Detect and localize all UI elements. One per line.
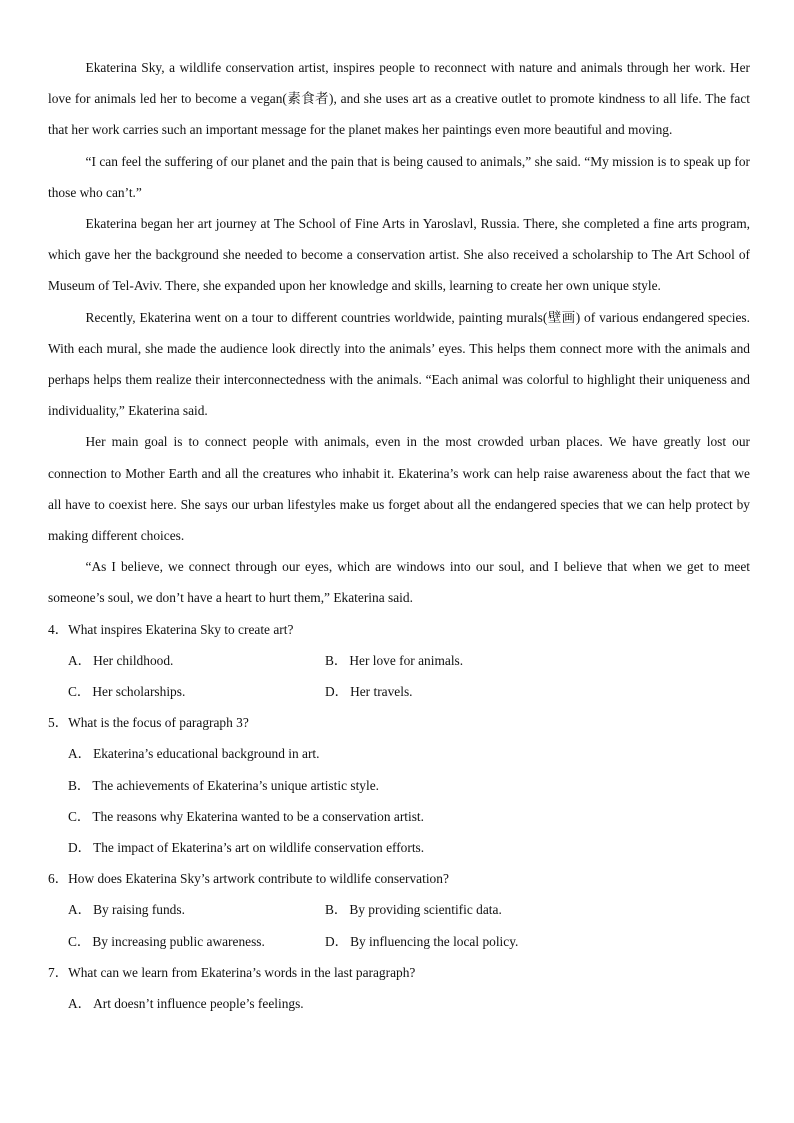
options-row: [68, 676, 750, 707]
options-group: [48, 988, 750, 1019]
option-letter: B．: [325, 652, 348, 668]
question-text: What is the focus of paragraph 3?: [68, 715, 249, 731]
option-a[interactable]: [68, 645, 325, 676]
option-text: The achievements of Ekaterina’s unique artistic style.: [92, 777, 380, 793]
option-letter: B．: [68, 777, 91, 793]
option-letter: C．: [68, 808, 91, 824]
option-text: Art doesn’t influence people’s feelings.: [93, 996, 304, 1012]
question-text: What inspires Ekaterina Sky to create art?: [68, 621, 294, 637]
question-number: 5．: [48, 715, 69, 731]
options-group: [48, 645, 750, 707]
question-stem: [48, 707, 750, 738]
option-text: The reasons why Ekaterina wanted to be a conservation artist.: [92, 808, 425, 824]
question-5: [48, 707, 750, 863]
options-row: [68, 926, 750, 957]
option-b[interactable]: [325, 894, 502, 925]
question-6: [48, 863, 750, 957]
option-b[interactable]: [325, 645, 463, 676]
question-stem: [48, 957, 750, 988]
option-letter: A．: [68, 746, 92, 762]
document-page: [48, 52, 750, 1019]
option-letter: A．: [68, 996, 92, 1012]
passage-paragraph-1: Ekaterina Sky, a wildlife conservation artist, inspires people to reconnect with nature and animals through her work. Her love for animals led her to become a vegan(素食者), and she uses art as a creative outlet to promote kindness to all life. The fact that her work carries such an important message for the planet makes her paintings even more beautiful and moving.: [48, 60, 750, 138]
question-4: [48, 614, 750, 708]
question-number: 6．: [48, 871, 69, 887]
option-text: Her love for animals.: [349, 652, 464, 668]
option-c[interactable]: [68, 676, 325, 707]
question-text: How does Ekaterina Sky’s artwork contribute to wildlife conservation?: [68, 871, 449, 887]
passage-paragraph-6: “As I believe, we connect through our eyes, which are windows into our soul, and I believe that when we get to meet someone’s soul, we don’t have a heart to hurt them,” Ekaterina said.: [48, 559, 750, 606]
question-number: 7．: [48, 964, 69, 980]
question-text: What can we learn from Ekaterina’s words in the last paragraph?: [68, 964, 416, 980]
question-stem: [48, 614, 750, 645]
option-text: Her childhood.: [93, 652, 174, 668]
options-group: [48, 894, 750, 956]
passage-paragraph-4: Recently, Ekaterina went on a tour to different countries worldwide, painting murals(壁画) of various endangered species. With each mural, she made the audience look directly into the animals’ eyes. This helps them connect more with the animals and perhaps helps them realize their interconnectedness with the animals. “Each animal was colorful to highlight their uniqueness and individuality,” Ekaterina said.: [48, 309, 750, 419]
options-row: [68, 894, 750, 925]
option-text: Her travels.: [350, 684, 413, 700]
option-letter: A．: [68, 902, 92, 918]
option-d[interactable]: [68, 832, 750, 863]
option-c[interactable]: [68, 926, 325, 957]
option-d[interactable]: [325, 676, 413, 707]
option-letter: A．: [68, 652, 92, 668]
option-letter: C．: [68, 684, 91, 700]
passage-paragraph-5: Her main goal is to connect people with animals, even in the most crowded urban places. We have greatly lost our connection to Mother Earth and all the creatures who inhabit it. Ekaterina’s work can help raise awareness about the fact that we all have to coexist here. She says our urban lifestyles make us forget about all the endangered species that we can help protect by making different choices.: [48, 434, 750, 544]
option-text: By providing scientific data.: [349, 902, 502, 918]
option-letter: D．: [68, 840, 92, 856]
option-text: Her scholarships.: [92, 684, 186, 700]
passage-paragraph-3: Ekaterina began her art journey at The School of Fine Arts in Yaroslavl, Russia. There, she completed a fine arts program, which gave her the background she needed to become a conservation artist. She also received a scholarship to The Art School of Museum of Tel-Aviv. There, she expanded upon her knowledge and skills, learning to create her own unique style.: [48, 216, 750, 294]
passage-paragraph-2: “I can feel the suffering of our planet and the pain that is being caused to animals,” she said. “My mission is to speak up for those who can’t.”: [48, 153, 750, 200]
option-text: The impact of Ekaterina’s art on wildlife conservation efforts.: [93, 840, 425, 856]
option-c[interactable]: [68, 801, 750, 832]
option-a[interactable]: [68, 738, 750, 769]
options-row: [68, 645, 750, 676]
option-letter: C．: [68, 933, 91, 949]
options-group: [48, 738, 750, 863]
option-text: By raising funds.: [93, 902, 185, 918]
option-a[interactable]: [68, 988, 750, 1019]
option-text: Ekaterina’s educational background in art.: [93, 746, 320, 762]
option-d[interactable]: [325, 926, 518, 957]
option-text: By influencing the local policy.: [350, 933, 519, 949]
question-number: 4．: [48, 621, 69, 637]
option-b[interactable]: [68, 770, 750, 801]
question-stem: [48, 863, 750, 894]
option-letter: D．: [325, 684, 349, 700]
option-text: By increasing public awareness.: [92, 933, 265, 949]
question-7: [48, 957, 750, 1019]
option-letter: D．: [325, 933, 349, 949]
option-a[interactable]: [68, 894, 325, 925]
option-letter: B．: [325, 902, 348, 918]
